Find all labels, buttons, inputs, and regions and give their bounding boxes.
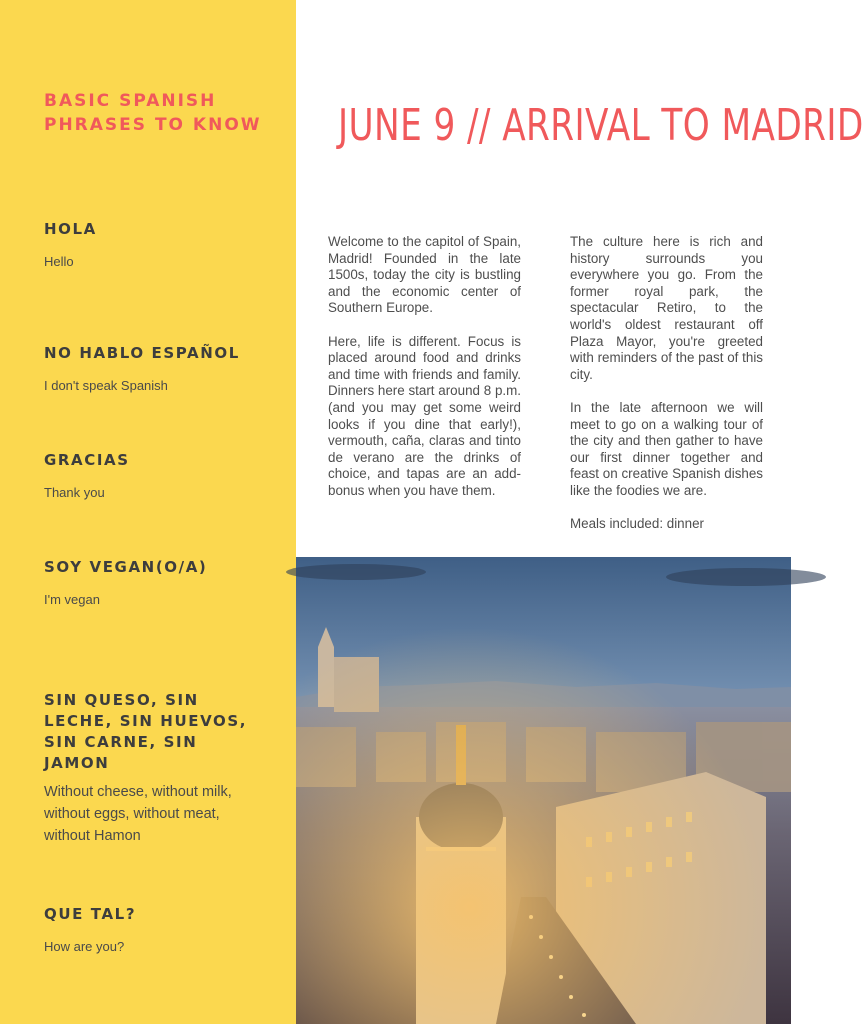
phrase-meaning: Hello — [44, 254, 74, 269]
phrase-meaning: How are you? — [44, 939, 125, 954]
phrase-term: SOY VEGAN(O/A) — [44, 558, 208, 576]
body-paragraph: Welcome to the capitol of Spain, Madrid! Founded in the late 1500s, today the city is bustling and the economic center of Southern Europe. — [328, 234, 521, 316]
body-column-left — [328, 234, 521, 516]
phrase-sidebar — [0, 0, 296, 1024]
phrase-term: SIN QUESO, SIN LECHE, SIN HUEVOS, SIN CARNE, SIN JAMON — [44, 691, 248, 772]
phrase-meaning: I'm vegan — [44, 592, 100, 607]
phrase-item — [44, 904, 274, 957]
body-paragraph: In the late afternoon we will meet to go on a walking tour of the city and then gather to have our first dinner together and feast on creative Spanish dishes like the foodies we are. — [570, 399, 763, 498]
phrase-item — [44, 343, 274, 396]
meals-included: Meals included: dinner — [570, 516, 704, 532]
sidebar-title: BASIC SPANISH PHRASES TO KNOW — [44, 91, 262, 135]
phrase-term: HOLA — [44, 220, 97, 238]
phrase-term: GRACIAS — [44, 451, 130, 469]
phrase-meaning: Thank you — [44, 485, 105, 500]
body-paragraph: The culture here is rich and history surrounds you everywhere you go. From the former royal park, the spectacular Retiro, to the world's oldest restaurant off Plaza Mayor, you're greeted with reminders of the past of this city. — [570, 234, 763, 382]
page-title-text: JUNE 9 // ARRIVAL TO MADRID — [338, 100, 864, 151]
body-column-right — [570, 234, 763, 549]
phrase-meaning: I don't speak Spanish — [44, 378, 168, 393]
phrase-term: QUE TAL? — [44, 905, 137, 923]
phrase-meaning: Without cheese, without milk, without eggs, without meat, without Hamon — [44, 784, 232, 844]
madrid-city-photo — [296, 557, 791, 1024]
phrase-item — [44, 219, 274, 272]
phrase-item — [44, 450, 274, 503]
phrase-term: NO HABLO ESPAÑOL — [44, 344, 240, 362]
phrase-item — [44, 557, 274, 610]
page-title — [338, 95, 864, 157]
body-paragraph: Here, life is different. Focus is placed around food and drinks and time with friends and family. Dinners here start around 8 p.m. (and you may get some weird looks if you dine that early!), vermouth, caña, claras and tinto de verano are the drinks of choice, and tapas are an add-bonus when you have them. — [328, 333, 521, 498]
phrase-item — [44, 690, 259, 847]
